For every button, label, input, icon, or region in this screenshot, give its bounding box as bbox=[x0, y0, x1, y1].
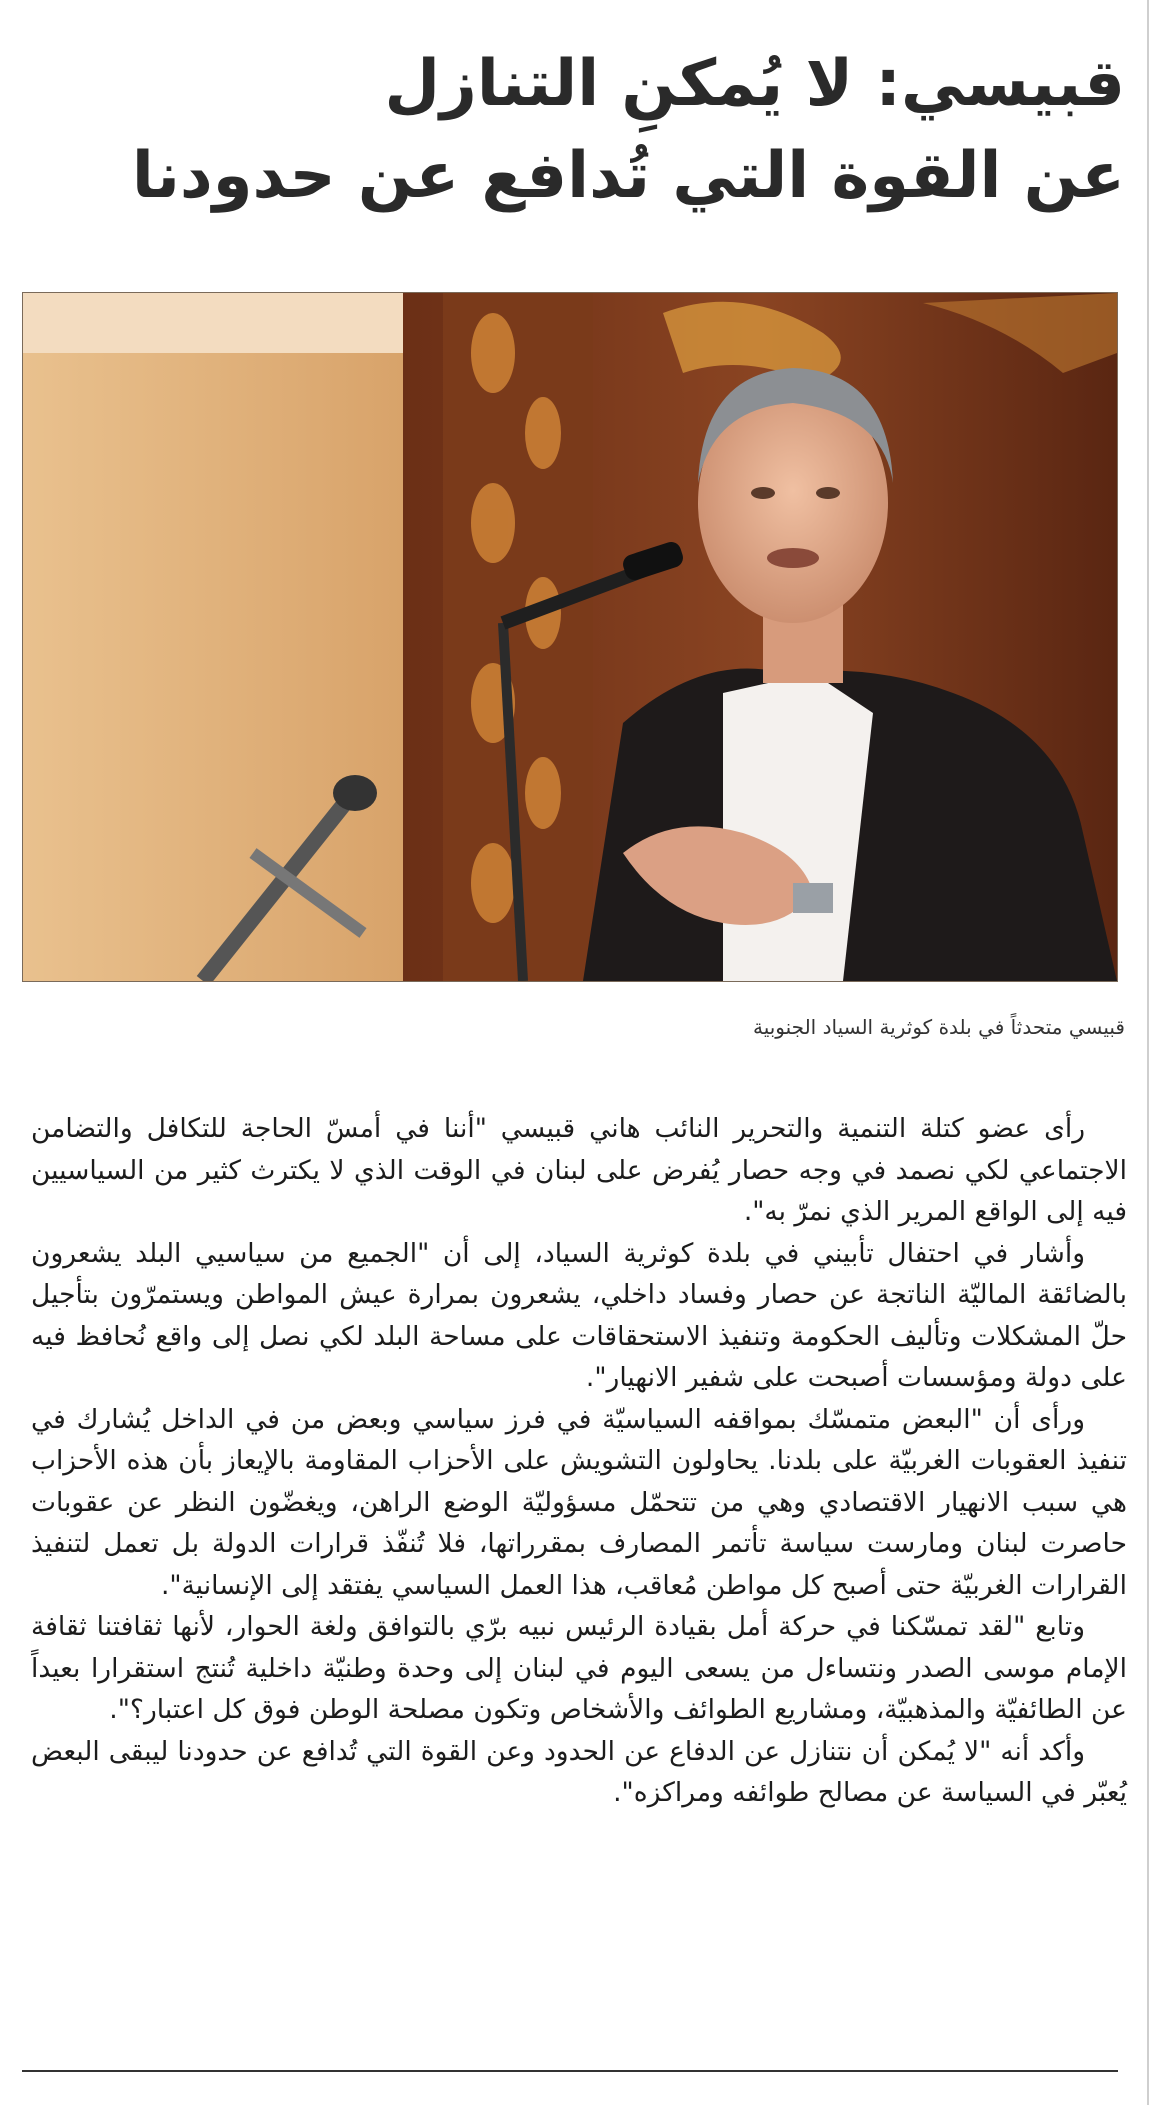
paragraph: ورأى أن "البعض متمسّك بمواقفه السياسيّة في فرز سياسي وبعض من في الداخل يُشارك في تنفيذ العقوبات الغربيّة على بلدنا. يحاولون التشويش على الأحزاب المقاومة بالإيعاز بأن هذه الأحزاب هي سبب الانهيار الاقتصادي وهي من تتحمّل مسؤوليّة الوضع الراهن، ويغضّون النظر عن عقوبات حاصرت لبنان ومارست سياسة تأتمر المصارف بمقرراتها، فلا تُنفّذ قرارات الدولة بل تعمل لتنفيذ القرارات الغربيّة حتى أصبح كل مواطن مُعاقب، هذا العمل السياسي يفتقد إلى الإنسانية". bbox=[31, 1403, 1127, 1601]
photo-caption: قبيسي متحدثاً في بلدة كوثرية السياد الجنوبية bbox=[752, 1015, 1125, 1039]
bottom-rule bbox=[22, 2070, 1118, 2072]
paragraph: وأكد أنه "لا يُمكن أن نتنازل عن الدفاع عن الحدود وعن القوة التي تُدافع عن حدودنا ليبقى البعض يُعبّر في السياسة عن مصالح طوائفه ومراكزه". bbox=[31, 1735, 1127, 1808]
headline-line-2: عن القوة التي تُدافع عن حدودنا bbox=[131, 139, 1125, 213]
speaker-photo bbox=[22, 292, 1118, 982]
paragraph: رأى عضو كتلة التنمية والتحرير النائب هاني قبيسي "أننا في أمسّ الحاجة للتكافل والتضامن الاجتماعي لكي نصمد في وجه حصار يُفرض على لبنان في الوقت الذي لا يكترث كثير من السياسيين فيه إلى الواقع المرير الذي نمرّ به". bbox=[31, 1113, 1127, 1227]
headline-line-1: قبيسي: لا يُمكنِ التنازل bbox=[384, 47, 1125, 121]
article-body bbox=[31, 1108, 1127, 1814]
paragraph: وتابع "لقد تمسّكنا في حركة أمل بقيادة الرئيس نبيه برّي بالتوافق ولغة الحوار، لأنها ثقافتنا ثقافة الإمام موسى الصدر ونتساءل من يسعى اليوم في لبنان إلى وحدة وطنيّة داخلية تُنتج استقرارا بعيداً عن الطائفيّة والمذهبيّة، ومشاريع الطوائف والأشخاص وتكون مصلحة الوطن فوق كل اعتبار؟". bbox=[31, 1611, 1127, 1725]
column-divider bbox=[1147, 0, 1149, 2105]
headline bbox=[35, 38, 1125, 222]
paragraph: وأشار في احتفال تأبيني في بلدة كوثرية السياد، إلى أن "الجميع من سياسيي البلد يشعرون بالضائقة الماليّة الناتجة عن حصار وفساد داخلي، يشعرون بمرارة عيش المواطن ويستمرّون بتأجيل حلّ المشكلات وتأليف الحكومة وتنفيذ الاستحقاقات على مساحة البلد لكي نصل إلى واقع نُحافظ فيه على دولة ومؤسسات أصبحت على شفير الانهيار". bbox=[31, 1237, 1127, 1393]
